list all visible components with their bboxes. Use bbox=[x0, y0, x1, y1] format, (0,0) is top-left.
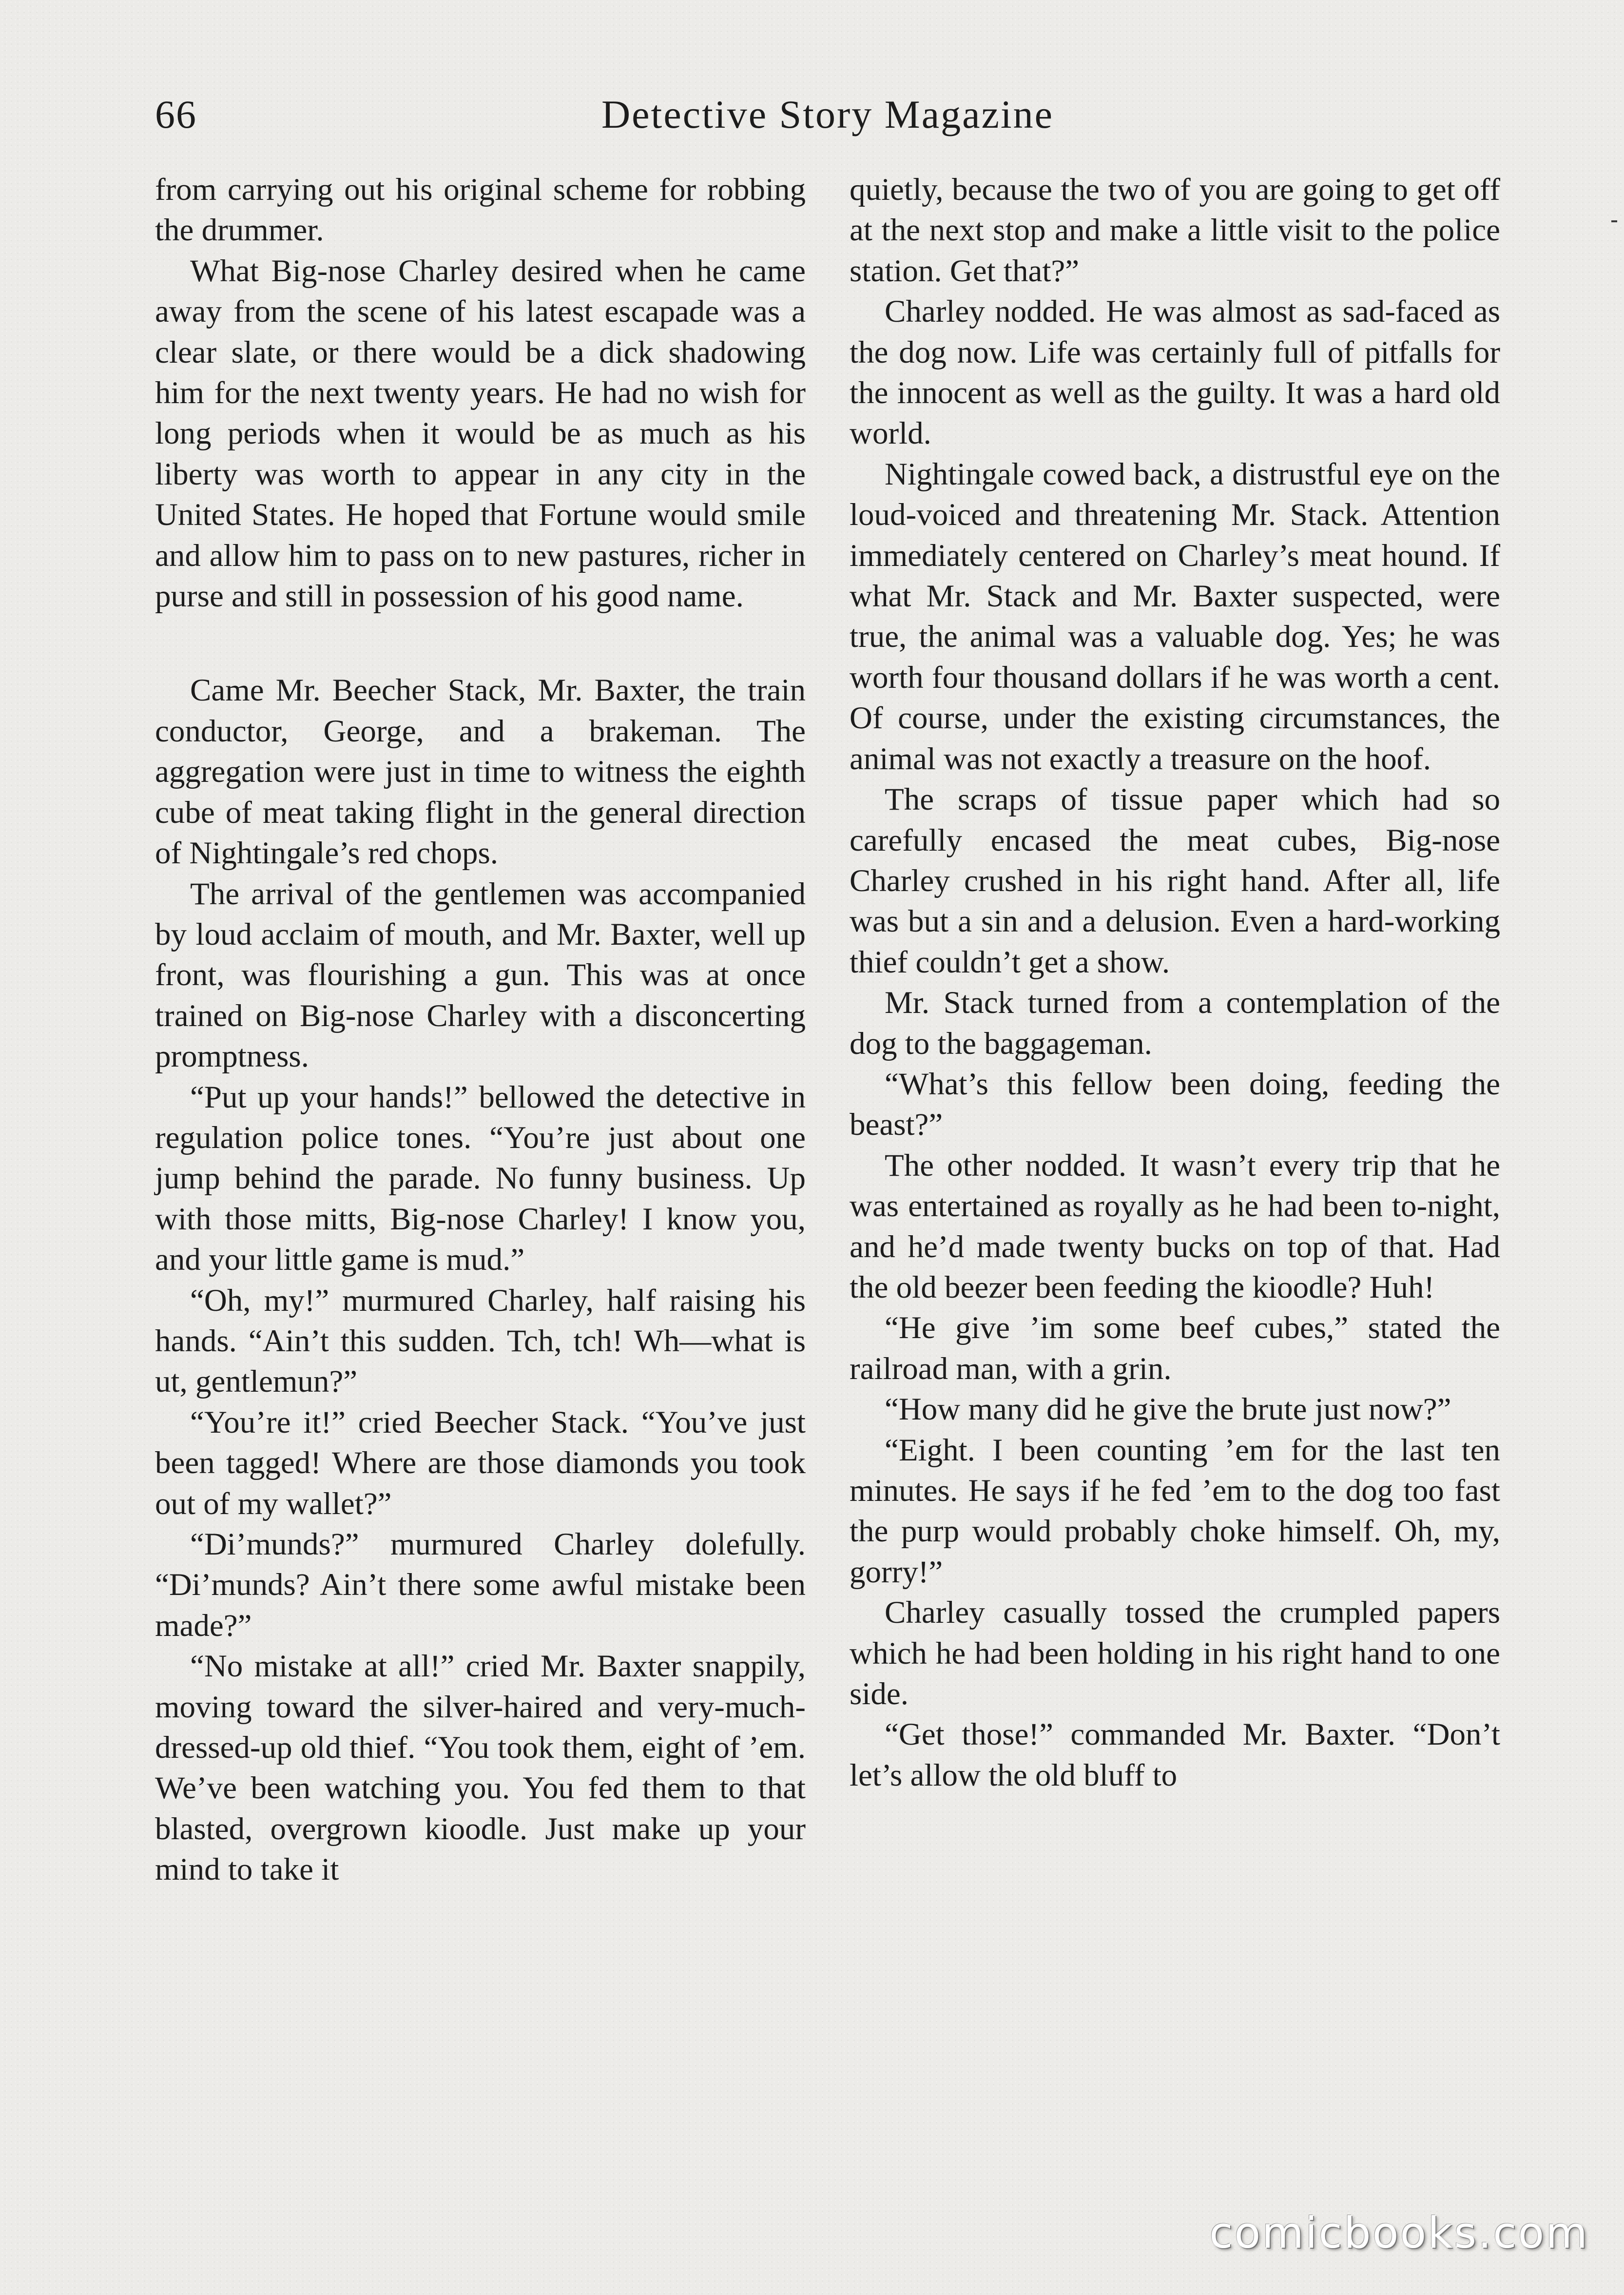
paragraph: “How many did he give the brute just now?” bbox=[885, 1392, 1451, 1427]
page-number: 66 bbox=[155, 92, 197, 136]
paragraph: Mr. Stack turned from a contemplation of the dog to the baggageman. bbox=[850, 985, 1500, 1061]
paragraph: “Di’munds?” murmured Charley dolefully. “Di’munds? Ain’t there some awful mistake been made?” bbox=[155, 1527, 806, 1643]
running-title: Detective Story Magazine bbox=[601, 92, 1054, 136]
paragraph: from carrying out his original scheme for robbing the drummer. bbox=[155, 172, 806, 248]
paragraph: “Oh, my!” murmured Charley, half raising his hands. “Ain’t this sudden. Tch, tch! Wh—what is ut, gentlemun?” bbox=[155, 1283, 806, 1400]
left-column bbox=[155, 170, 806, 1890]
paragraph: “Put up your hands!” bellowed the detective in regulation police tones. “You’re just about one jump behind the parade. No funny business. Up with those mitts, Big-nose Charley! I know you, and your little game is mud.” bbox=[155, 1079, 806, 1278]
paragraph: quietly, because the two of you are going to get off at the next stop and make a little visit to the police station. Get that?” bbox=[850, 172, 1500, 289]
paragraph: What Big-nose Charley desired when he came away from the scene of his latest escapade was a clear slate, or there would be a dick shadowing him for the next twenty years. He had no wish for long periods when it would be as much as his liberty was worth to appear in any city in the United States. He hoped that Fortune would smile and allow him to pass on to new pastures, richer in purse and still in possession of his good name. bbox=[155, 253, 806, 614]
watermark: comicbooks.com bbox=[1209, 2208, 1589, 2258]
margin-mark bbox=[1611, 220, 1617, 222]
paragraph: The other nodded. It wasn’t every trip that he was entertained as royally as he had been to-night, and he’d made twenty bucks on top of that. Had the old beezer been feeding the kioodle? Huh! bbox=[850, 1148, 1500, 1305]
paragraph: Charley casually tossed the crumpled papers which he had been holding in his right hand to one side. bbox=[850, 1595, 1500, 1712]
paragraph: “No mistake at all!” cried Mr. Baxter snappily, moving toward the silver-haired and very-much-dressed-up old thief. “You took them, eight of ’em. We’ve been watching you. You fed them to that blasted, overgrown kioodle. Just make up your mind to take it bbox=[155, 1649, 806, 1887]
paragraph: Charley nodded. He was almost as sad-faced as the dog now. Life was certainly full of pitfalls for the innocent as well as the guilty. It was a hard old world. bbox=[850, 294, 1500, 451]
page-content bbox=[155, 88, 1500, 2198]
right-column bbox=[850, 170, 1500, 1890]
paragraph: Came Mr. Beecher Stack, Mr. Baxter, the train conductor, George, and a brakeman. The aggregation were just in time to witness the eighth cube of meat taking flight in the general direction of Nightingale’s red chops. bbox=[155, 673, 806, 871]
page-header bbox=[155, 88, 1500, 146]
paragraph: The scraps of tissue paper which had so carefully encased the meat cubes, Big-nose Charley crushed in his right hand. After all, life was but a sin and a delusion. Even a hard-working thief couldn’t get a show. bbox=[850, 782, 1500, 980]
paragraph: “Eight. I been counting ’em for the last ten minutes. He says if he fed ’em to the dog too fast the purp would probably choke himself. Oh, my, gorry!” bbox=[850, 1432, 1500, 1590]
text-columns bbox=[155, 170, 1500, 1890]
paragraph: “Get those!” commanded Mr. Baxter. “Don’t let’s allow the old bluff to bbox=[850, 1717, 1500, 1793]
paragraph: “He give ’im some beef cubes,” stated the railroad man, with a grin. bbox=[850, 1310, 1500, 1386]
paragraph: The arrival of the gentlemen was accompanied by loud acclaim of mouth, and Mr. Baxter, well up front, was flourishing a gun. This was at once trained on Big-nose Charley with a disconcerting promptness. bbox=[155, 876, 806, 1074]
paragraph: Nightingale cowed back, a distrustful eye on the loud-voiced and threatening Mr. Stack. Attention immediately centered on Charley’s meat hound. If what Mr. Stack and Mr. Baxter suspected, were true, the animal was a valuable dog. Yes; he was worth four thousand dollars if he was worth a cent. Of course, under the existing circumstances, the animal was not exactly a treasure on the hoof. bbox=[850, 456, 1500, 777]
paragraph: “What’s this fellow been doing, feeding the beast?” bbox=[850, 1066, 1500, 1143]
paragraph: “You’re it!” cried Beecher Stack. “You’ve just been tagged! Where are those diamonds you took out of my wallet?” bbox=[155, 1404, 806, 1521]
